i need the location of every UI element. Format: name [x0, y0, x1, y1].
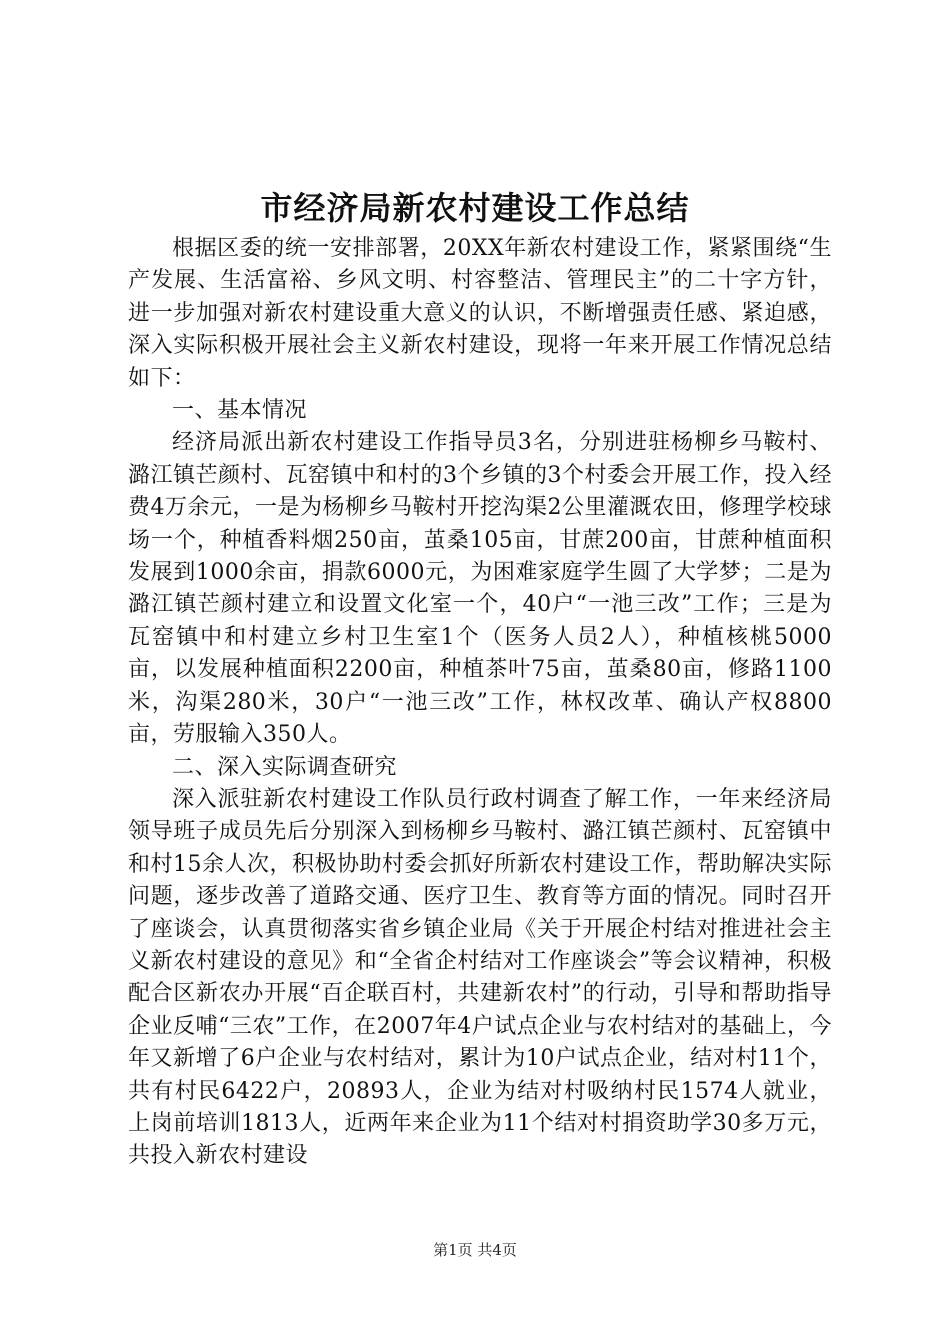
investigation-paragraph: 深入派驻新农村建设工作队员行政村调查了解工作，一年来经济局领导班子成员先后分别深入到杨柳乡马鞍村、潞江镇芒颜村、瓦窑镇中和村15余人次，积极协助村委会抓好所新农村建设工作，帮助解决实际问题，逐步改善了道路交通、医疗卫生、教育等方面的情况。同时召开了座谈会，认真贯彻落实省乡镇企业局《关于开展企村结对推进社会主义新农村建设的意见》和“全省企村结对工作座谈会”等会议精神，积极配合区新农办开展“百企联百村，共建新农村”的行动，引导和帮助指导企业反哺“三农”工作，在2007年4户试点企业与农村结对的基础上，今年又新增了6户企业与农村结对，累计为10户试点企业，结对村11个，共有村民6422户，20893人，企业为结对村吸纳村民1574人就业，上岗前培训1813人，近两年来企业为11个结对村捐资助学30多万元，共投入新农村建设 [128, 786, 832, 1169]
document-title: 市经济局新农村建设工作总结 [260, 189, 690, 227]
intro-paragraph: 根据区委的统一安排部署，20XX年新农村建设工作，紧紧围绕“生产发展、生活富裕、乡风文明、村容整洁、管理民主”的二十字方针，进一步加强对新农村建设重大意义的认识，不断增强责任感、紧迫感，深入实际积极开展社会主义新农村建设，现将一年来开展工作情况总结如下： [128, 236, 832, 391]
basic-situation-paragraph: 经济局派出新农村建设工作指导员3名，分别进驻杨柳乡马鞍村、潞江镇芒颜村、瓦窑镇中和村的3个乡镇的3个村委会开展工作，投入经费4万余元，一是为杨柳乡马鞍村开挖沟渠2公里灌溉农田，修理学校球场一个，种植香料烟250亩，茧桑105亩，甘蔗200亩，甘蔗种植面积发展到1000余亩，捐款6000元，为困难家庭学生圆了大学梦；二是为潞江镇芒颜村建立和设置文化室一个，40户“一池三改”工作；三是为瓦窑镇中和村建立乡村卫生室1个（医务人员2人），种植核桃5000亩，以发展种植面积2200亩，种植茶叶75亩，茧桑80亩，修路1100米，沟渠280米，30户“一池三改”工作，林权改革、确认产权8800亩，劳服输入350人。 [128, 430, 833, 748]
section-heading-investigation: 二、深入实际调查研究 [172, 754, 398, 780]
document-body [128, 233, 832, 1173]
section-heading-basic-situation: 一、基本情况 [172, 398, 308, 424]
page-footer: 第1页 共4页 [433, 1241, 517, 1259]
